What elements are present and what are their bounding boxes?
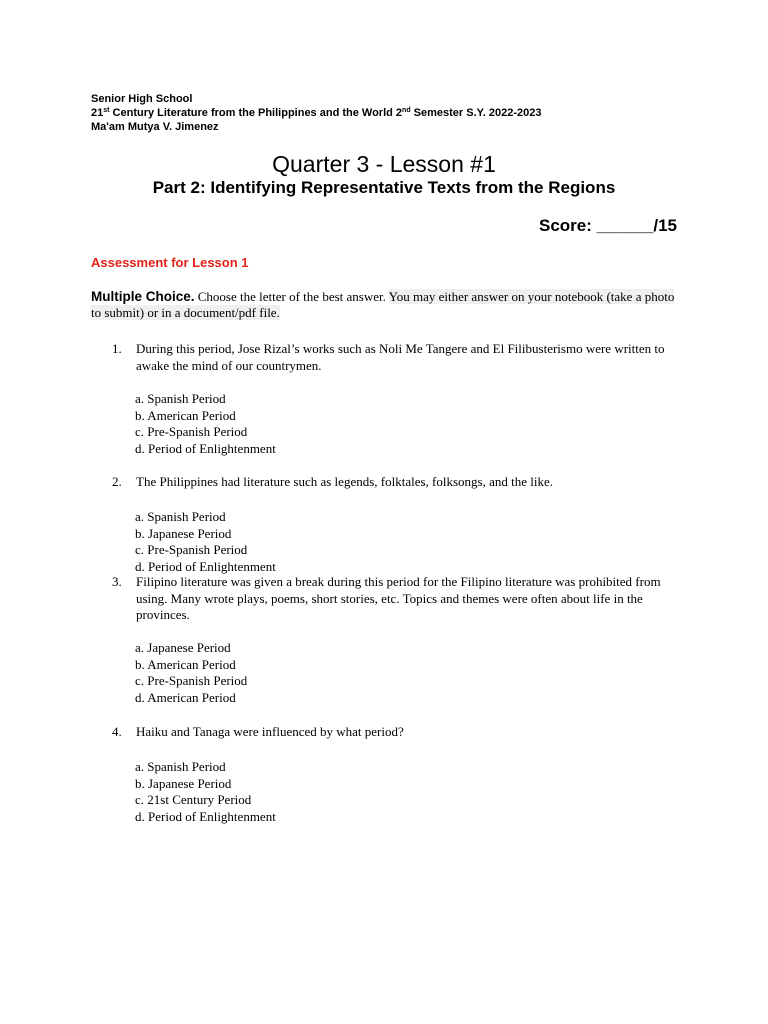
option-d: d. Period of Enlightenment: [135, 558, 276, 574]
option-b: b. American Period: [135, 656, 236, 672]
instructions-submit-note: You may either answer on your notebook (take a photo to submit) or in a document/pdf file.: [91, 289, 675, 320]
question-text: Filipino literature was given a break during this period for the Filipino literature was prohibited from using. Many wrote plays, poems, short stories, etc. Topics and themes were often about life in the provinces.: [136, 574, 661, 622]
option-c: c. Pre-Spanish Period: [135, 673, 248, 689]
question-number: 2.: [112, 474, 122, 489]
course-prefix-sup: st: [103, 107, 110, 114]
option-a: a. Spanish Period: [135, 759, 226, 774]
option-c: c. 21st Century Period: [135, 792, 252, 808]
option-b: b. Japanese Period: [135, 775, 232, 791]
page-subtitle: Part 2: Identifying Representative Texts from the Regions: [152, 178, 616, 197]
course-mid: Century Literature from the Philippines and the World 2: [109, 107, 403, 119]
question-3: [112, 574, 682, 624]
question-text: The Philippines had literature such as legends, folktales, folksongs, and the like.: [136, 474, 553, 489]
question-2-options: [135, 509, 276, 575]
instructions-label: Multiple Choice.: [91, 289, 195, 304]
question-text: During this period, Jose Rizal’s works such as Noli Me Tangere and El Filibusterismo were written to awake the mind of our countrymen.: [136, 341, 665, 373]
course-line: [91, 106, 541, 120]
instructions: [91, 289, 681, 321]
option-d: d. Period of Enlightenment: [135, 440, 276, 456]
instructions-text: Choose the letter of the best answer.: [194, 289, 389, 304]
option-b: b. Japanese Period: [135, 525, 232, 541]
question-number: 3.: [112, 574, 122, 589]
option-c: c. Pre-Spanish Period: [135, 542, 248, 558]
option-a: a. Japanese Period: [135, 640, 231, 655]
course-mid-sup: nd: [402, 107, 411, 114]
question-2: [112, 474, 682, 491]
question-number: 4.: [112, 724, 122, 739]
score-line: Score: ______/15: [539, 216, 677, 235]
page-title: Quarter 3 - Lesson #1: [272, 151, 496, 177]
option-a: a. Spanish Period: [135, 509, 226, 524]
question-4-options: [135, 759, 276, 825]
option-d: d. Period of Enlightenment: [135, 808, 276, 824]
question-4: [112, 724, 682, 741]
option-a: a. Spanish Period: [135, 391, 226, 406]
question-text: Haiku and Tanaga were influenced by what period?: [136, 724, 404, 739]
teacher-name: Ma'am Mutya V. Jimenez: [91, 121, 219, 133]
question-1-options: [135, 391, 276, 457]
question-1: [112, 341, 682, 374]
question-3-options: [135, 640, 247, 706]
course-suffix: Semester S.Y. 2022-2023: [410, 107, 542, 119]
document-header: [91, 92, 541, 134]
option-d: d. American Period: [135, 689, 236, 705]
question-number: 1.: [112, 341, 122, 356]
option-b: b. American Period: [135, 407, 236, 423]
school-label: Senior High School: [91, 93, 193, 105]
course-prefix: 21: [91, 107, 104, 119]
option-c: c. Pre-Spanish Period: [135, 424, 248, 440]
assessment-heading: Assessment for Lesson 1: [91, 255, 249, 270]
